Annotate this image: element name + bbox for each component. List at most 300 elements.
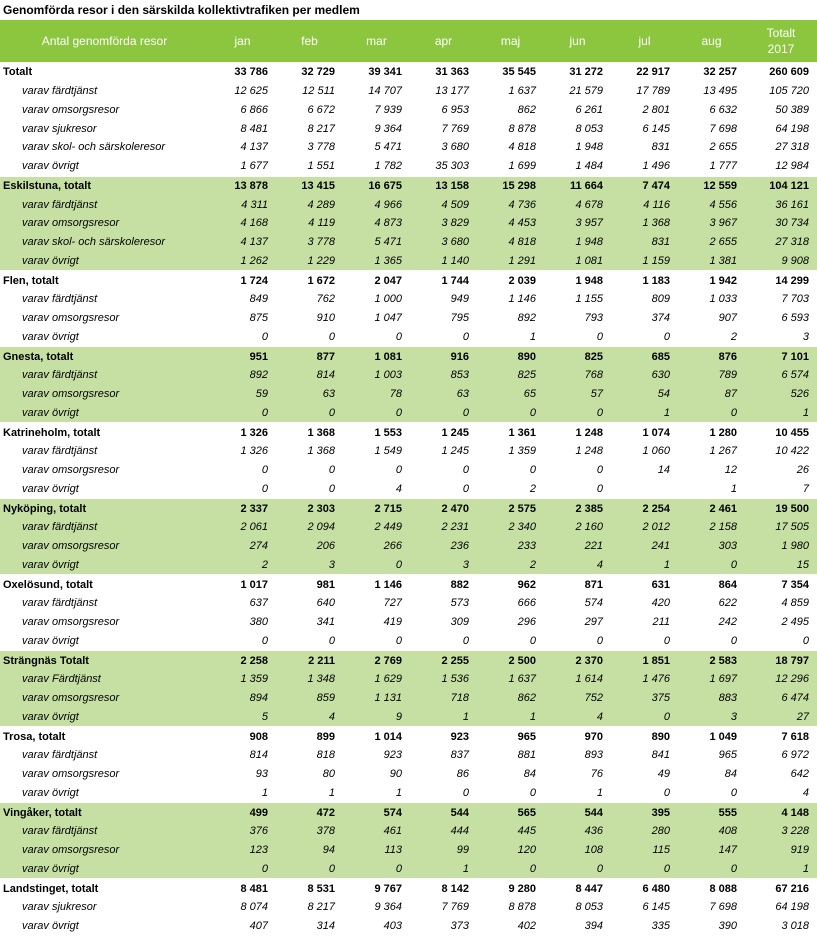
cell-value: 1 155 (544, 290, 611, 309)
cell-total: 6 574 (745, 366, 817, 385)
cell-value: 0 (678, 556, 745, 575)
cell-value: 63 (276, 385, 343, 404)
cell-value: 16 675 (343, 176, 410, 195)
cell-value: 123 (209, 841, 276, 860)
cell-value: 233 (477, 537, 544, 556)
cell-value: 8 878 (477, 119, 544, 138)
cell-value: 544 (544, 803, 611, 822)
cell-value: 1 672 (276, 271, 343, 290)
cell-total: 17 505 (745, 518, 817, 537)
table-row (0, 746, 817, 765)
cell-value: 280 (611, 822, 678, 841)
cell-value: 1 851 (611, 651, 678, 670)
cell-value: 3 778 (276, 233, 343, 252)
cell-value: 0 (209, 461, 276, 480)
cell-value: 6 145 (611, 119, 678, 138)
cell-value: 2 500 (477, 651, 544, 670)
cell-value: 147 (678, 841, 745, 860)
row-label: varav övrigt (0, 708, 209, 727)
cell-value: 2 (678, 328, 745, 347)
cell-value: 4 (544, 708, 611, 727)
cell-value: 6 672 (276, 101, 343, 120)
cell-value: 831 (611, 233, 678, 252)
row-label: varav sjukresor (0, 898, 209, 917)
cell-value: 1 074 (611, 423, 678, 442)
cell-value: 1 (477, 708, 544, 727)
cell-value: 1 262 (209, 252, 276, 271)
cell-value: 1 948 (544, 271, 611, 290)
row-label: varav skol- och särskoleresor (0, 138, 209, 157)
cell-value: 4 818 (477, 233, 544, 252)
row-label: Eskilstuna, totalt (0, 176, 209, 195)
cell-value: 14 (611, 461, 678, 480)
cell-value: 6 480 (611, 879, 678, 898)
table-row (0, 556, 817, 575)
cell-value: 309 (410, 613, 477, 632)
table-row (0, 328, 817, 347)
row-label: varav övrigt (0, 480, 209, 499)
cell-value: 2 (477, 480, 544, 499)
row-label: Oxelösund, totalt (0, 575, 209, 594)
row-label: varav övrigt (0, 860, 209, 879)
cell-value: 4 137 (209, 138, 276, 157)
cell-value: 1 (343, 784, 410, 803)
cell-value: 1 697 (678, 670, 745, 689)
table-row (0, 537, 817, 556)
cell-value: 472 (276, 803, 343, 822)
table-row (0, 138, 817, 157)
cell-value: 981 (276, 575, 343, 594)
cell-value: 4 (544, 556, 611, 575)
cell-value: 795 (410, 309, 477, 328)
cell-value: 2 385 (544, 499, 611, 518)
cell-value: 445 (477, 822, 544, 841)
cell-value: 303 (678, 537, 745, 556)
cell-value: 12 511 (276, 82, 343, 101)
cell-value: 0 (276, 480, 343, 499)
cell-value: 0 (209, 328, 276, 347)
table-row (0, 101, 817, 120)
cell-total: 27 318 (745, 233, 817, 252)
cell-value: 3 680 (410, 138, 477, 157)
cell-value: 113 (343, 841, 410, 860)
cell-value: 3 (276, 556, 343, 575)
cell-value: 2 575 (477, 499, 544, 518)
cell-total: 1 (745, 860, 817, 879)
cell-total: 104 121 (745, 176, 817, 195)
cell-value: 768 (544, 366, 611, 385)
cell-value: 890 (611, 727, 678, 746)
table-row (0, 841, 817, 860)
cell-value: 630 (611, 366, 678, 385)
group-total-row (0, 271, 817, 290)
header-month-mar: mar (343, 20, 410, 63)
cell-value: 6 866 (209, 101, 276, 120)
cell-value: 1 060 (611, 442, 678, 461)
cell-value: 1 326 (209, 423, 276, 442)
cell-value: 4 (343, 480, 410, 499)
cell-value: 4 873 (343, 214, 410, 233)
cell-value: 1 948 (544, 233, 611, 252)
cell-value: 890 (477, 347, 544, 366)
cell-value: 1 948 (544, 138, 611, 157)
cell-value: 1 146 (343, 575, 410, 594)
report-title: Genomförda resor i den särskilda kollektivtrafiken per medlem (3, 3, 360, 17)
cell-value: 84 (678, 765, 745, 784)
cell-value: 0 (477, 404, 544, 423)
cell-value: 4 736 (477, 195, 544, 214)
cell-value: 11 664 (544, 176, 611, 195)
table-row (0, 670, 817, 689)
cell-value: 0 (544, 328, 611, 347)
cell-value: 882 (410, 575, 477, 594)
cell-value: 1 (678, 480, 745, 499)
cell-value: 893 (544, 746, 611, 765)
cell-value: 718 (410, 689, 477, 708)
cell-value: 951 (209, 347, 276, 366)
cell-value: 3 967 (678, 214, 745, 233)
cell-value: 420 (611, 594, 678, 613)
cell-value: 108 (544, 841, 611, 860)
cell-value: 1 014 (343, 727, 410, 746)
cell-value: 13 158 (410, 176, 477, 195)
cell-total: 6 474 (745, 689, 817, 708)
cell-value: 908 (209, 727, 276, 746)
cell-total: 919 (745, 841, 817, 860)
cell-value: 0 (410, 480, 477, 499)
row-label: varav omsorgsresor (0, 385, 209, 404)
cell-value: 752 (544, 689, 611, 708)
cell-value: 402 (477, 917, 544, 936)
cell-value: 2 470 (410, 499, 477, 518)
cell-value: 871 (544, 575, 611, 594)
header-total-year: 2017 (767, 42, 795, 56)
cell-value: 5 471 (343, 233, 410, 252)
cell-value: 2 255 (410, 651, 477, 670)
cell-value: 1 637 (477, 82, 544, 101)
cell-value: 1 359 (477, 442, 544, 461)
cell-value: 87 (678, 385, 745, 404)
row-label: Nyköping, totalt (0, 499, 209, 518)
group-total-row (0, 499, 817, 518)
cell-value: 1 (276, 784, 343, 803)
cell-value: 762 (276, 290, 343, 309)
cell-value: 0 (611, 328, 678, 347)
table-row (0, 290, 817, 309)
cell-value: 1 245 (410, 423, 477, 442)
cell-value: 4 (276, 708, 343, 727)
cell-value: 2 094 (276, 518, 343, 537)
row-label: varav övrigt (0, 328, 209, 347)
cell-total: 2 495 (745, 613, 817, 632)
cell-value: 789 (678, 366, 745, 385)
cell-value: 8 878 (477, 898, 544, 917)
cell-value: 13 878 (209, 176, 276, 195)
cell-value: 818 (276, 746, 343, 765)
group-total-row (0, 879, 817, 898)
cell-value: 7 769 (410, 119, 477, 138)
cell-value: 266 (343, 537, 410, 556)
cell-value: 0 (410, 632, 477, 651)
cell-value: 236 (410, 537, 477, 556)
table-body (0, 63, 817, 936)
cell-value: 4 678 (544, 195, 611, 214)
cell-value: 1 267 (678, 442, 745, 461)
cell-total: 14 299 (745, 271, 817, 290)
cell-value: 419 (343, 613, 410, 632)
cell-value: 22 917 (611, 63, 678, 82)
cell-value: 555 (678, 803, 745, 822)
cell-total: 3 (745, 328, 817, 347)
cell-value: 2 012 (611, 518, 678, 537)
cell-value: 2 655 (678, 233, 745, 252)
cell-value: 0 (276, 328, 343, 347)
cell-value: 4 818 (477, 138, 544, 157)
cell-value: 862 (477, 101, 544, 120)
cell-value: 875 (209, 309, 276, 328)
cell-value: 8 531 (276, 879, 343, 898)
cell-total: 1 (745, 404, 817, 423)
cell-value: 7 939 (343, 101, 410, 120)
cell-value: 8 053 (544, 119, 611, 138)
row-label: varav övrigt (0, 784, 209, 803)
cell-value: 0 (611, 784, 678, 803)
cell-value: 57 (544, 385, 611, 404)
cell-value: 0 (477, 860, 544, 879)
row-label: varav färdtjänst (0, 290, 209, 309)
group-total-row (0, 803, 817, 822)
cell-value: 1 744 (410, 271, 477, 290)
cell-value: 2 769 (343, 651, 410, 670)
cell-value: 2 449 (343, 518, 410, 537)
group-total-row (0, 176, 817, 195)
cell-value: 8 142 (410, 879, 477, 898)
cell-value: 1 081 (544, 252, 611, 271)
cell-value: 390 (678, 917, 745, 936)
cell-value: 1 017 (209, 575, 276, 594)
cell-value: 12 (678, 461, 745, 480)
cell-total: 6 972 (745, 746, 817, 765)
cell-value: 274 (209, 537, 276, 556)
cell-value: 631 (611, 575, 678, 594)
group-total-row (0, 423, 817, 442)
cell-value: 6 261 (544, 101, 611, 120)
cell-value: 0 (611, 860, 678, 879)
cell-value: 9 364 (343, 119, 410, 138)
row-label: varav färdtjänst (0, 746, 209, 765)
cell-value: 910 (276, 309, 343, 328)
cell-value: 407 (209, 917, 276, 936)
cell-value: 373 (410, 917, 477, 936)
group-total-row (0, 347, 817, 366)
cell-total: 19 500 (745, 499, 817, 518)
cell-value: 1 (611, 556, 678, 575)
cell-value: 814 (209, 746, 276, 765)
table-row (0, 765, 817, 784)
cell-value: 9 767 (343, 879, 410, 898)
cell-value: 314 (276, 917, 343, 936)
cell-total: 18 797 (745, 651, 817, 670)
table-row (0, 898, 817, 917)
cell-value: 1 081 (343, 347, 410, 366)
cell-value: 1 183 (611, 271, 678, 290)
cell-value: 80 (276, 765, 343, 784)
cell-value: 685 (611, 347, 678, 366)
cell-total: 7 618 (745, 727, 817, 746)
table-row (0, 480, 817, 499)
cell-value: 859 (276, 689, 343, 708)
cell-value: 0 (477, 461, 544, 480)
row-label: Vingåker, totalt (0, 803, 209, 822)
cell-total: 15 (745, 556, 817, 575)
cell-value: 876 (678, 347, 745, 366)
cell-value: 894 (209, 689, 276, 708)
cell-value: 2 211 (276, 651, 343, 670)
row-label: Trosa, totalt (0, 727, 209, 746)
cell-value: 793 (544, 309, 611, 328)
cell-value: 12 559 (678, 176, 745, 195)
table-row (0, 822, 817, 841)
row-label: varav övrigt (0, 404, 209, 423)
cell-value: 0 (410, 461, 477, 480)
cell-value: 297 (544, 613, 611, 632)
cell-value: 0 (410, 404, 477, 423)
cell-value: 8 481 (209, 879, 276, 898)
cell-value: 637 (209, 594, 276, 613)
table-row (0, 309, 817, 328)
cell-value: 3 778 (276, 138, 343, 157)
cell-value: 965 (678, 746, 745, 765)
cell-value: 78 (343, 385, 410, 404)
cell-value: 1 629 (343, 670, 410, 689)
row-label: varav färdtjänst (0, 822, 209, 841)
cell-total: 642 (745, 765, 817, 784)
cell-value: 666 (477, 594, 544, 613)
cell-value: 1 146 (477, 290, 544, 309)
cell-value: 877 (276, 347, 343, 366)
cell-value: 9 (343, 708, 410, 727)
cell-value: 65 (477, 385, 544, 404)
cell-value: 5 471 (343, 138, 410, 157)
cell-value: 0 (611, 708, 678, 727)
cell-value: 1 614 (544, 670, 611, 689)
cell-value: 1 365 (343, 252, 410, 271)
cell-value: 499 (209, 803, 276, 822)
cell-total: 4 (745, 784, 817, 803)
cell-value: 1 047 (343, 309, 410, 328)
cell-total: 10 422 (745, 442, 817, 461)
cell-value: 8 447 (544, 879, 611, 898)
cell-value: 0 (678, 784, 745, 803)
cell-value: 862 (477, 689, 544, 708)
cell-value: 378 (276, 822, 343, 841)
cell-value: 881 (477, 746, 544, 765)
cell-value: 1 484 (544, 157, 611, 176)
cell-value: 115 (611, 841, 678, 860)
cell-value: 0 (343, 404, 410, 423)
cell-value: 2 337 (209, 499, 276, 518)
cell-value: 2 158 (678, 518, 745, 537)
cell-value: 7 769 (410, 898, 477, 917)
cell-value: 4 119 (276, 214, 343, 233)
cell-value: 3 957 (544, 214, 611, 233)
row-label: varav omsorgsresor (0, 689, 209, 708)
cell-value: 4 453 (477, 214, 544, 233)
cell-value: 380 (209, 613, 276, 632)
cell-value: 1 699 (477, 157, 544, 176)
cell-value: 1 003 (343, 366, 410, 385)
cell-value: 573 (410, 594, 477, 613)
cell-value: 211 (611, 613, 678, 632)
table-row (0, 917, 817, 936)
row-label: varav övrigt (0, 252, 209, 271)
cell-value: 8 088 (678, 879, 745, 898)
cell-total: 27 318 (745, 138, 817, 157)
cell-total: 7 (745, 480, 817, 499)
table-row (0, 613, 817, 632)
row-label: varav skol- och särskoleresor (0, 233, 209, 252)
cell-value: 241 (611, 537, 678, 556)
cell-value: 2 801 (611, 101, 678, 120)
cell-value: 1 049 (678, 727, 745, 746)
cell-value: 1 326 (209, 442, 276, 461)
header-month-jul: jul (611, 20, 678, 63)
cell-value: 14 707 (343, 82, 410, 101)
cell-value: 0 (678, 632, 745, 651)
cell-value: 4 289 (276, 195, 343, 214)
cell-value: 4 509 (410, 195, 477, 214)
cell-value: 4 116 (611, 195, 678, 214)
cell-value: 640 (276, 594, 343, 613)
row-label: varav övrigt (0, 917, 209, 936)
cell-value: 1 348 (276, 670, 343, 689)
cell-total: 10 455 (745, 423, 817, 442)
cell-value: 965 (477, 727, 544, 746)
cell-value: 1 140 (410, 252, 477, 271)
cell-value: 916 (410, 347, 477, 366)
cell-value: 8 053 (544, 898, 611, 917)
cell-value: 899 (276, 727, 343, 746)
cell-value: 923 (343, 746, 410, 765)
row-label: varav färdtjänst (0, 82, 209, 101)
cell-value (611, 480, 678, 499)
cell-value: 2 (209, 556, 276, 575)
cell-value: 374 (611, 309, 678, 328)
cell-value: 1 551 (276, 157, 343, 176)
cell-value: 4 966 (343, 195, 410, 214)
cell-value: 7 698 (678, 898, 745, 917)
cell-value: 1 359 (209, 670, 276, 689)
cell-value: 837 (410, 746, 477, 765)
cell-value: 8 074 (209, 898, 276, 917)
cell-value: 831 (611, 138, 678, 157)
cell-total: 1 980 (745, 537, 817, 556)
cell-value: 17 789 (611, 82, 678, 101)
cell-value: 1 245 (410, 442, 477, 461)
cell-value: 923 (410, 727, 477, 746)
cell-value: 7 474 (611, 176, 678, 195)
table-row (0, 233, 817, 252)
cell-total: 50 389 (745, 101, 817, 120)
cell-total: 260 609 (745, 63, 817, 82)
cell-value: 1 782 (343, 157, 410, 176)
table-row (0, 594, 817, 613)
cell-value: 1 368 (276, 423, 343, 442)
table-row (0, 82, 817, 101)
cell-value: 825 (477, 366, 544, 385)
row-label: varav omsorgsresor (0, 765, 209, 784)
cell-value: 544 (410, 803, 477, 822)
